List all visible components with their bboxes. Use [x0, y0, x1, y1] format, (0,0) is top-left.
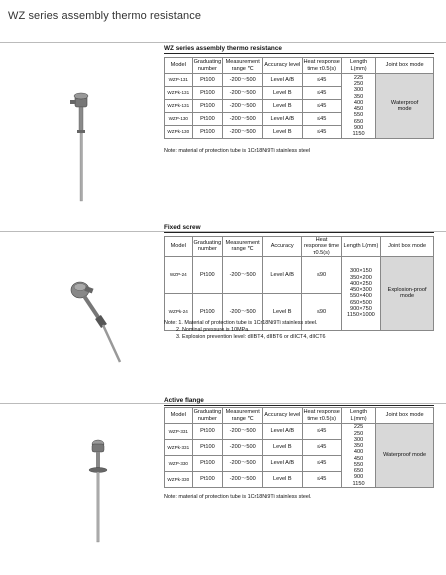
- active-flange-thermo-image: [84, 430, 144, 550]
- cell-length: 225 250 300 350 400 450 550 650 900 1150: [341, 74, 375, 139]
- section-divider: [0, 403, 446, 404]
- cell-range: -200～500: [223, 256, 263, 293]
- cell-range: -200～500: [223, 440, 263, 456]
- cell-heat: ≤45: [302, 126, 341, 139]
- table-row: [165, 256, 434, 293]
- cell-model: WZPk-131: [165, 87, 193, 100]
- cell-accuracy: Level A/B: [263, 256, 302, 293]
- header-graduating-number: Graduating number: [192, 237, 223, 257]
- fixed-screw-thermo-image: [64, 262, 134, 372]
- section-note: Note: 1. Material of protection tube is 1Cr18Ni9Ti stainless steel. 2. Nominal pressure is 10MPa. 3. Explosion prevention level: dIIBT4, dIIBT6 or dIICT4, dIICT6: [164, 320, 326, 340]
- section-note: Note: material of protection tube is 1Cr18Ni9Ti stainless steel.: [164, 494, 312, 500]
- header-length: Length L(mm): [341, 408, 375, 424]
- cell-length: 225 250 300 350 400 450 550 650 900 1150: [341, 424, 375, 488]
- section-divider: [0, 42, 446, 43]
- spec-table-active-flange: [164, 407, 434, 488]
- header-heat-response: Heat response time τ0.5(s): [303, 59, 340, 72]
- cell-heat: ≤45: [302, 100, 341, 113]
- section-title: WZ series assembly thermo resistance: [164, 45, 282, 52]
- cell-range: -200～500: [223, 472, 263, 488]
- cell-range: -200～500: [223, 126, 263, 139]
- header-model: Model: [165, 58, 193, 74]
- cell-model: WZP-131: [165, 74, 193, 87]
- header-heat-response: Heat response time τ0.5(s): [303, 409, 340, 422]
- cell-model: WZPk-130: [165, 126, 193, 139]
- header-measurement-range: Measurement range ℃: [223, 408, 263, 424]
- cell-graduating: Pt100: [192, 113, 223, 126]
- cell-range: -200～500: [223, 100, 263, 113]
- header-accuracy: Accuracy level: [263, 58, 302, 74]
- cell-heat: ≤45: [302, 456, 341, 472]
- header-measurement-range: Measurement range ℃: [223, 58, 263, 74]
- cell-length: 300×150 350×200 400×250 450×300 550×400 650×500 900×750 1150×1000: [341, 256, 381, 330]
- cell-accuracy: Level A/B: [263, 456, 302, 472]
- cell-graduating: Pt100: [192, 256, 223, 293]
- header-graduating-number: Graduating number: [193, 409, 222, 422]
- section-note: Note: material of protection tube is 1Cr18Ni9Ti stainless steel: [164, 148, 311, 154]
- cell-graduating: Pt100: [192, 100, 223, 113]
- cell-model: WZP-330: [165, 456, 193, 472]
- header-model: Model: [165, 237, 193, 257]
- header-graduating-number: Graduating number: [193, 59, 222, 72]
- cell-graduating: Pt100: [192, 87, 223, 100]
- cell-range: -200～500: [223, 87, 263, 100]
- section-rule: [164, 405, 434, 406]
- cell-accuracy: Level B: [263, 87, 302, 100]
- section-title: Fixed screw: [164, 224, 201, 231]
- cell-accuracy: Level B: [263, 472, 302, 488]
- cell-heat: ≤45: [302, 472, 341, 488]
- header-accuracy: Accuracy level: [263, 408, 302, 424]
- cell-accuracy: Level B: [263, 440, 302, 456]
- cell-range: -200～500: [223, 456, 263, 472]
- header-length: Length L(mm): [341, 58, 375, 74]
- cell-model: WZP-24: [165, 256, 193, 293]
- cell-model: WZP-331: [165, 424, 193, 440]
- cell-accuracy: Level B: [263, 293, 302, 330]
- header-length: Length L(mm): [341, 237, 381, 257]
- header-model: Model: [165, 408, 193, 424]
- header-heat-response: Heat response time τ0.5(s): [302, 237, 341, 257]
- cell-heat: ≤45: [302, 424, 341, 440]
- cell-heat: ≤90: [302, 256, 341, 293]
- cell-range: -200～500: [223, 113, 263, 126]
- cell-joint-box: Waterproof mode: [376, 74, 434, 139]
- cell-heat: ≤45: [302, 113, 341, 126]
- cell-model: WZPk-131: [165, 100, 193, 113]
- cell-model: WZPk-330: [165, 472, 193, 488]
- cell-range: -200～500: [223, 293, 263, 330]
- cell-range: -200～500: [223, 74, 263, 87]
- cell-heat: ≤45: [302, 74, 341, 87]
- page-title: WZ series assembly thermo resistance: [8, 10, 202, 22]
- cell-model: WZP-130: [165, 113, 193, 126]
- cell-accuracy: Level A/B: [263, 424, 302, 440]
- cell-heat: ≤45: [302, 87, 341, 100]
- header-accuracy: Accuracy: [263, 237, 302, 257]
- cell-joint-box: Waterproof mode: [376, 424, 434, 488]
- cell-graduating: Pt100: [192, 126, 223, 139]
- cell-model: WZPk-24: [165, 293, 193, 330]
- section-rule: [164, 53, 434, 54]
- cell-accuracy: Level B: [263, 100, 302, 113]
- table-row: [165, 74, 434, 87]
- cell-accuracy: Level A/B: [263, 74, 302, 87]
- thermo-resistance-image: [56, 70, 126, 210]
- cell-joint-box: Explosion-proof mode: [381, 256, 434, 330]
- header-measurement-range: Measurement range ℃: [223, 237, 263, 257]
- cell-graduating: Pt100: [192, 424, 223, 440]
- cell-graduating: Pt100: [192, 293, 223, 330]
- cell-model: WZPk-331: [165, 440, 193, 456]
- cell-range: -200～500: [223, 424, 263, 440]
- section-rule: [164, 232, 434, 233]
- spec-table-wz-series: [164, 57, 434, 139]
- cell-graduating: Pt100: [192, 440, 223, 456]
- spec-table-fixed-screw: [164, 236, 434, 331]
- header-joint-box: Joint box mode: [376, 408, 434, 424]
- cell-heat: ≤45: [302, 440, 341, 456]
- header-joint-box: Joint box mode: [376, 58, 434, 74]
- cell-heat: ≤90: [302, 293, 341, 330]
- cell-accuracy: Level A/B: [263, 113, 302, 126]
- section-title: Active flange: [164, 397, 204, 404]
- table-row: [165, 424, 434, 440]
- cell-graduating: Pt100: [192, 456, 223, 472]
- cell-graduating: Pt100: [192, 472, 223, 488]
- cell-graduating: Pt100: [192, 74, 223, 87]
- header-joint-box: Joint box mode: [381, 237, 434, 257]
- cell-accuracy: Level B: [263, 126, 302, 139]
